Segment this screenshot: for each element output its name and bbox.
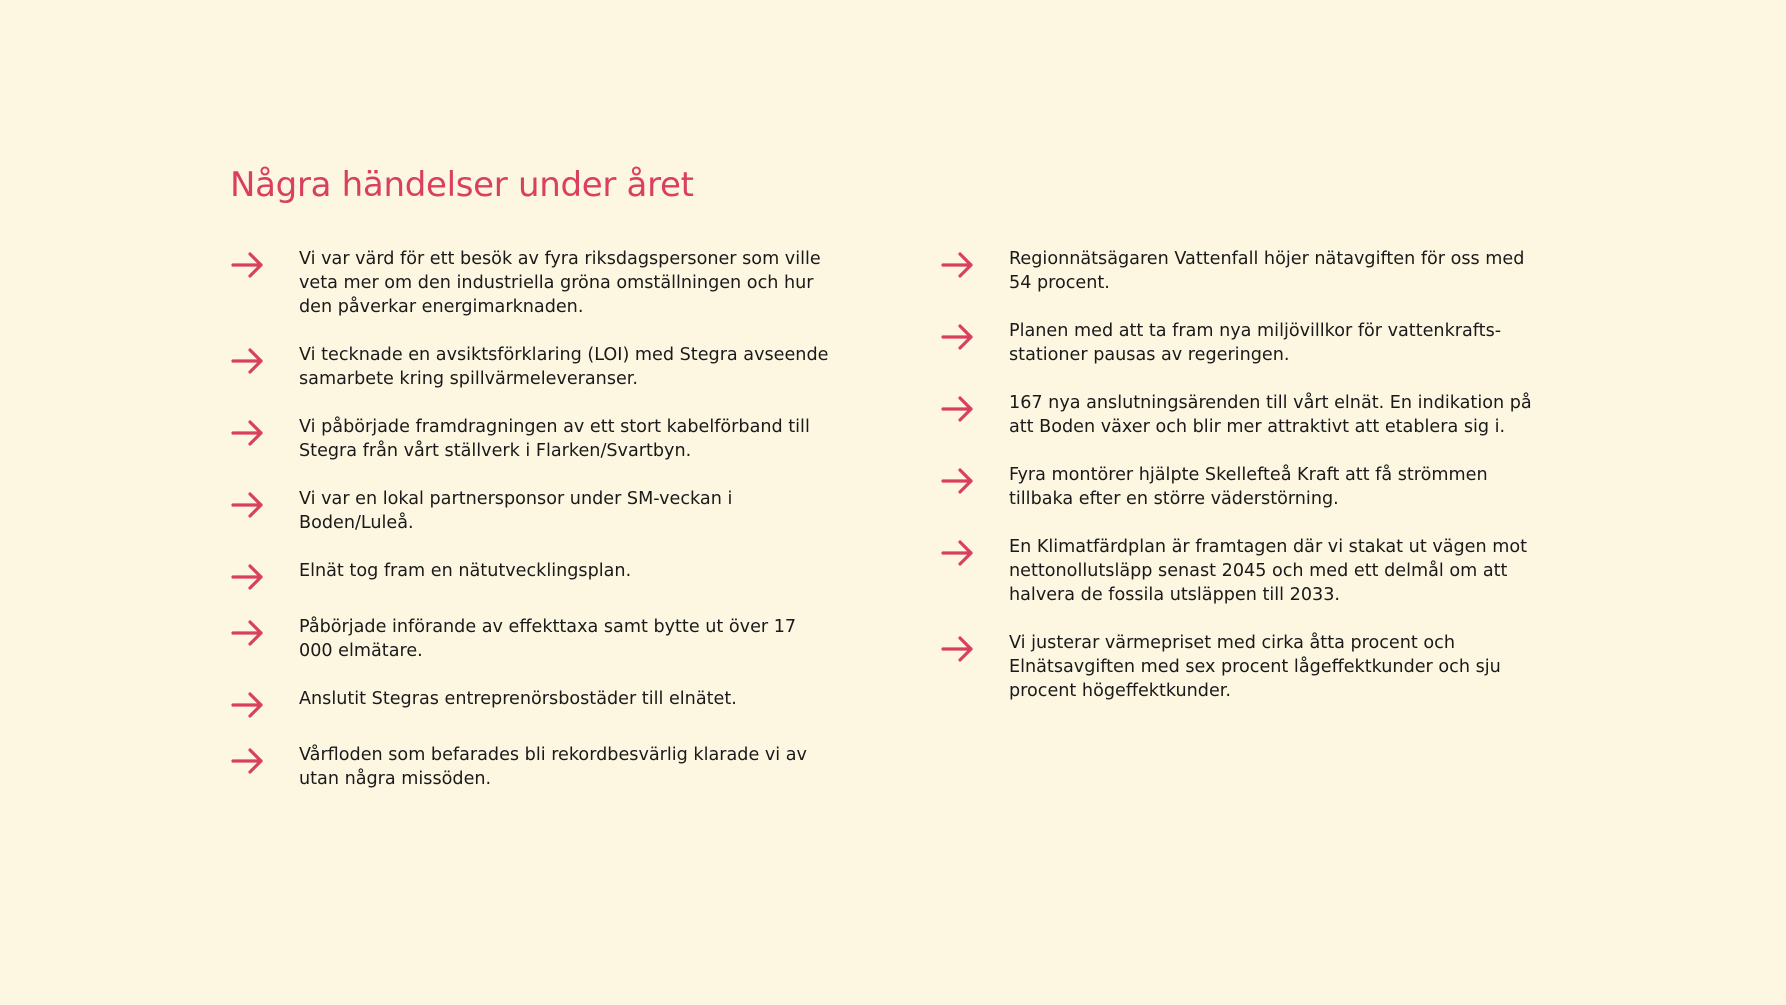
list-item	[940, 247, 1580, 295]
arrow-right-icon	[230, 563, 268, 591]
list-item-text: Anslutit Stegras entreprenörsbostäder till elnätet.	[299, 689, 737, 709]
list-item-text: Vi påbörjade framdragningen av ett stort kabelförband till Stegra från vårt ställverk i Flarken/Svartbyn.	[299, 417, 810, 461]
arrow-right-icon	[230, 747, 268, 775]
list-item-text: Vi var värd för ett besök av fyra riksdagspersoner som ville veta mer om den industriella gröna omställningen och hur den påverkar energimarknaden.	[299, 249, 821, 317]
list-item-text: Vi var en lokal partnersponsor under SM-veckan i Boden/Luleå.	[299, 489, 733, 533]
list-item	[230, 247, 830, 319]
list-item	[230, 559, 830, 591]
arrow-right-icon	[940, 467, 978, 495]
list-item	[230, 415, 830, 463]
list-item-text: En Klimatfärdplan är framtagen där vi stakat ut vägen mot nettonollutsläpp senast 2045 och med ett delmål om att halvera de fossila utsläppen till 2033.	[1009, 537, 1528, 605]
arrow-right-icon	[230, 691, 268, 719]
list-item-text: Regionnätsägaren Vattenfall höjer nätavgiften för oss med 54 procent.	[1009, 249, 1525, 293]
list-item	[940, 391, 1580, 439]
list-item-text: Planen med att ta fram nya miljövillkor för vattenkrafts-stationer pausas av regeringen.	[1009, 321, 1502, 365]
list-item-text: Vårfloden som befarades bli rekordbesvärlig klarade vi av utan några missöden.	[299, 745, 807, 789]
arrow-right-icon	[230, 619, 268, 647]
list-item	[230, 615, 830, 663]
list-item	[940, 535, 1580, 607]
list-item-text: Påbörjade införande av effekttaxa samt bytte ut över 17 000 elmätare.	[299, 617, 797, 661]
list-item-text: 167 nya anslutningsärenden till vårt elnät. En indikation på att Boden växer och blir mer attraktivt att etablera sig i.	[1009, 393, 1532, 437]
list-item-text: Vi tecknade en avsiktsförklaring (LOI) med Stegra avseende samarbete kring spillvärmeleveranser.	[299, 345, 829, 389]
arrow-right-icon	[940, 251, 978, 279]
page-title: Några händelser under året	[230, 165, 694, 205]
arrow-right-icon	[230, 347, 268, 375]
arrow-right-icon	[940, 635, 978, 663]
list-item-text: Vi justerar värmepriset med cirka åtta procent och Elnätsavgiften med sex procent lågeffektkunder och sju procent högeffektkunder.	[1009, 633, 1501, 701]
list-item-text: Elnät tog fram en nätutvecklingsplan.	[299, 561, 632, 581]
arrow-right-icon	[940, 323, 978, 351]
list-item	[940, 319, 1580, 367]
list-item	[940, 463, 1580, 511]
list-item	[230, 343, 830, 391]
list-item	[230, 743, 830, 791]
list-item	[230, 487, 830, 535]
events-list-right	[940, 247, 1580, 727]
arrow-right-icon	[940, 395, 978, 423]
list-item	[940, 631, 1580, 703]
arrow-right-icon	[230, 491, 268, 519]
list-item-text: Fyra montörer hjälpte Skellefteå Kraft att få strömmen tillbaka efter en större väderstörning.	[1009, 465, 1488, 509]
arrow-right-icon	[230, 419, 268, 447]
arrow-right-icon	[230, 251, 268, 279]
arrow-right-icon	[940, 539, 978, 567]
list-item	[230, 687, 830, 719]
events-list-left	[230, 247, 830, 815]
